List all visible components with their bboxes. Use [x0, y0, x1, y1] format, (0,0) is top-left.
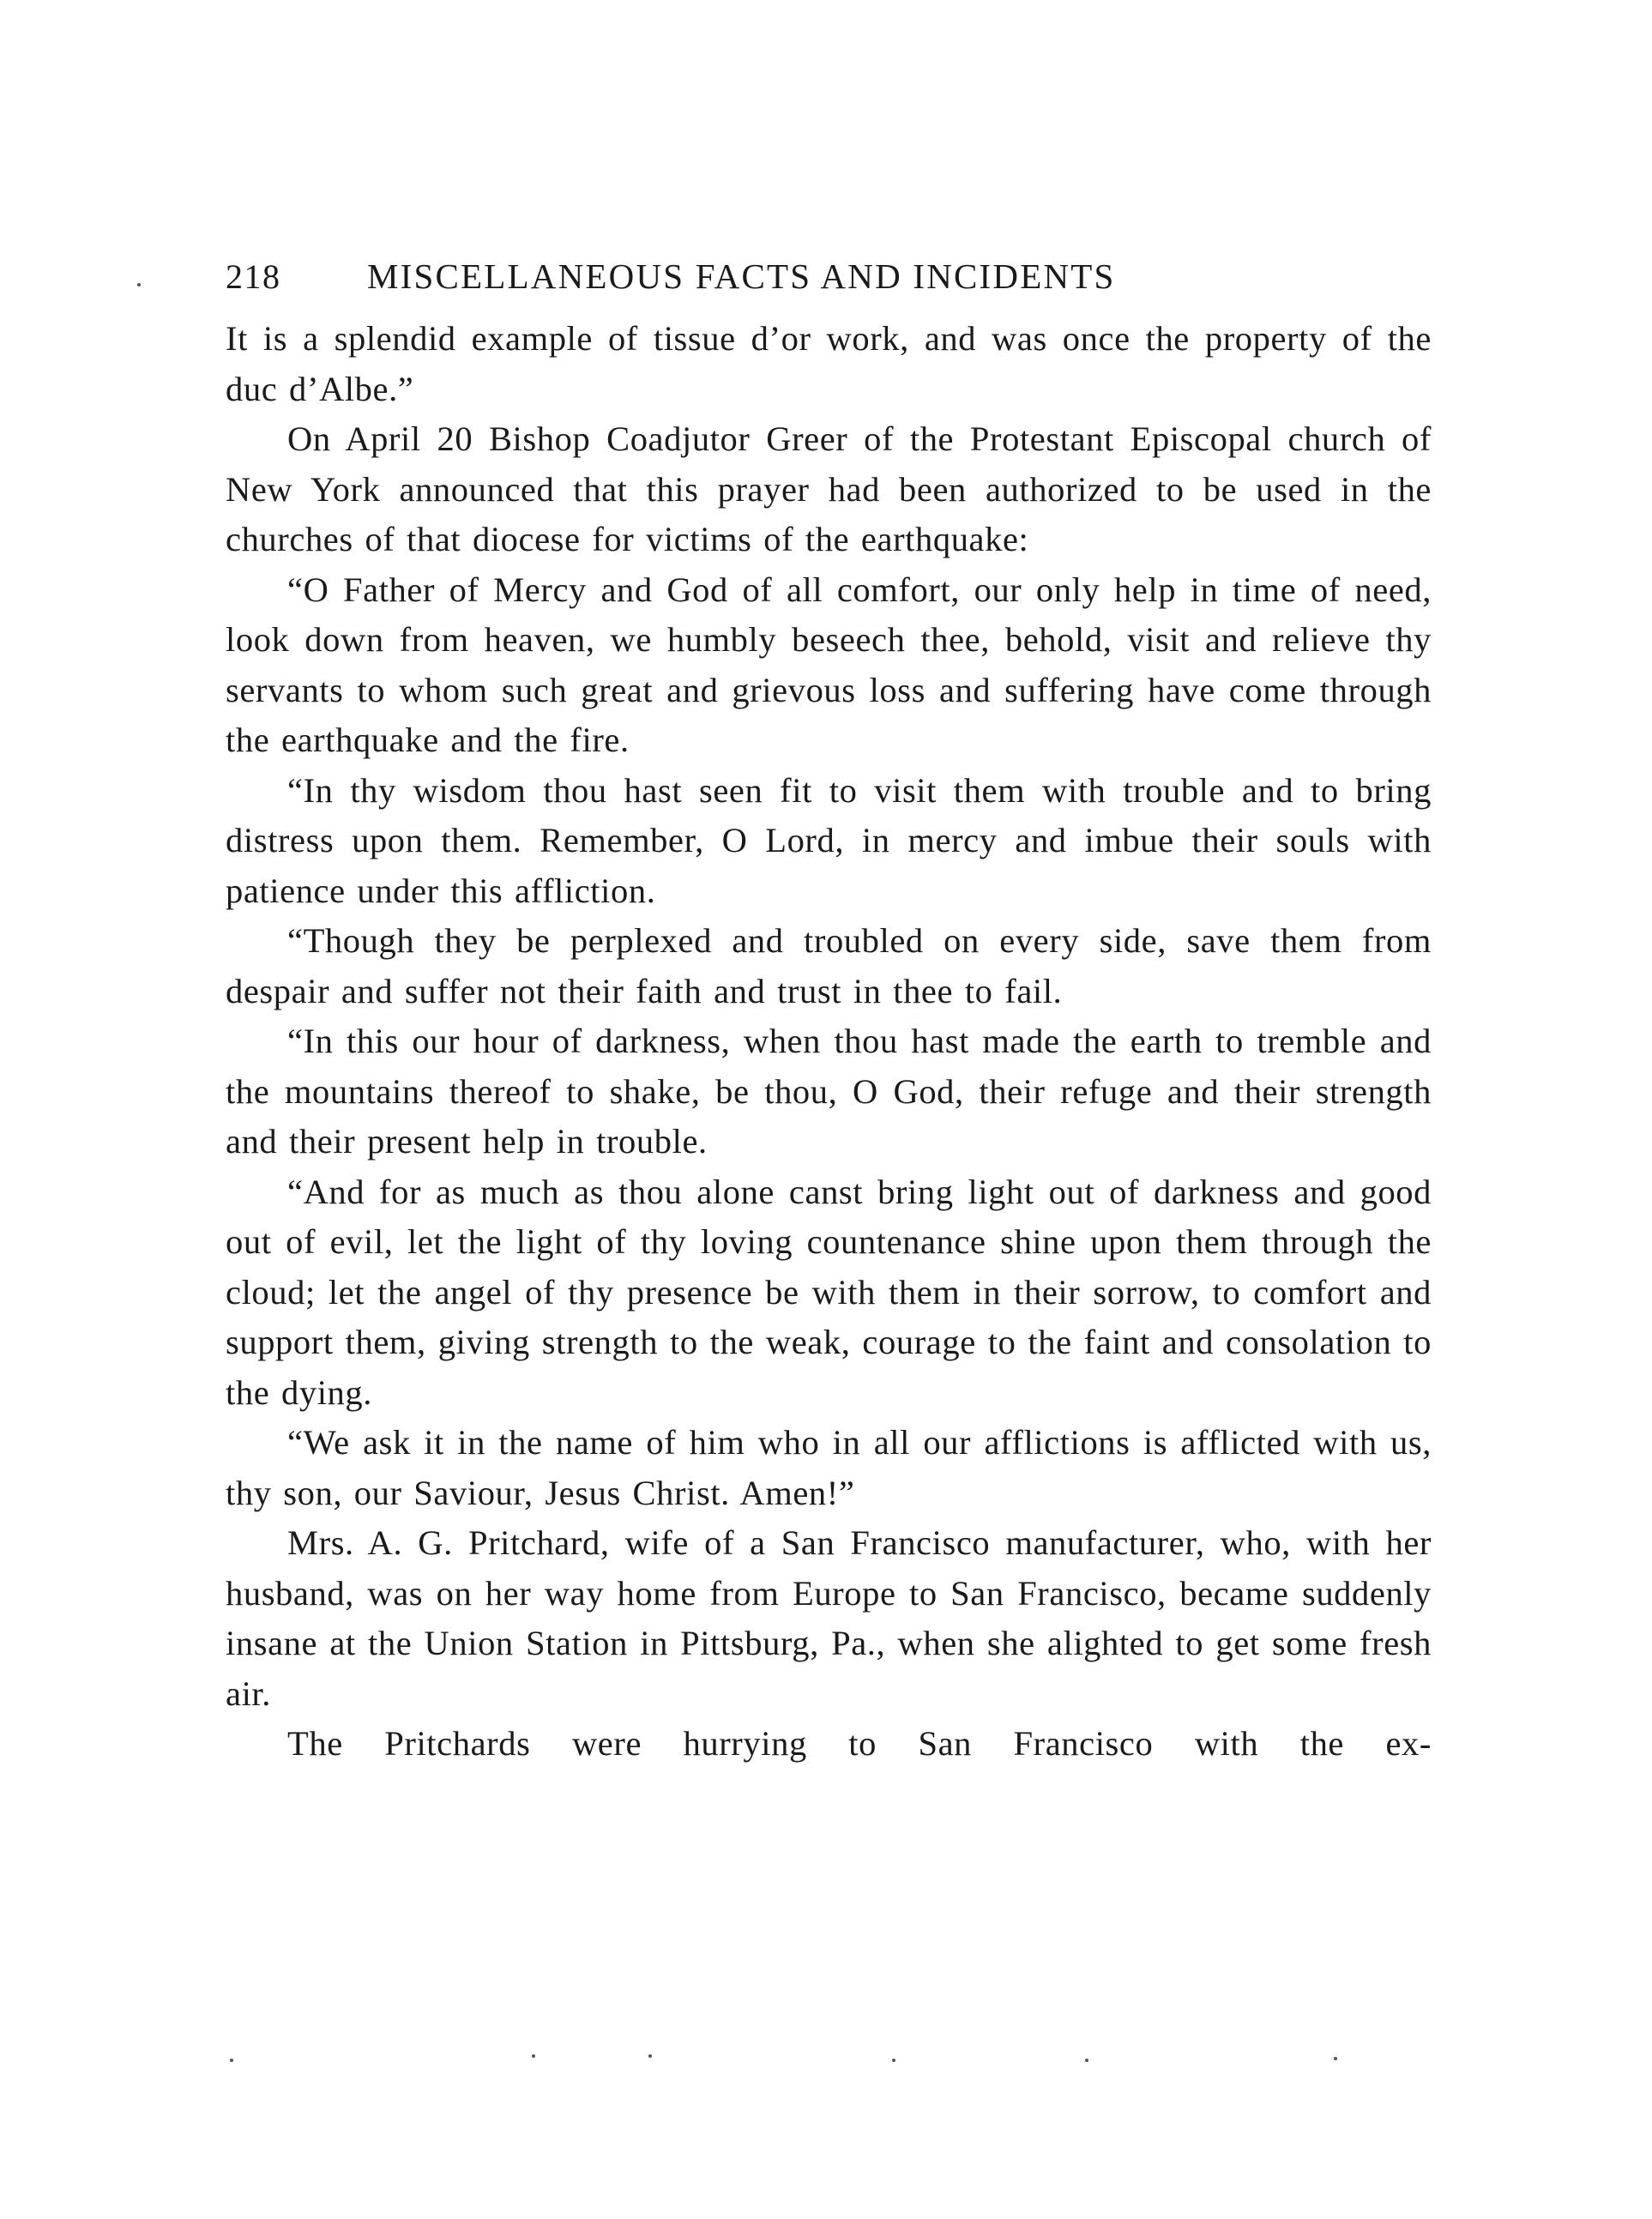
paragraph-prayer-4: “In this our hour of darkness, when thou hast made the earth to tremble and the mountains thereof to shake, be thou, O God, their refuge and their strength and their present help in trouble. [226, 1022, 1432, 1161]
paragraph-pritchard-continued: The Pritchards were hurrying to San Francisco with the ex- [287, 1724, 1432, 1763]
body-text [226, 314, 1432, 1770]
paragraph-prayer-5: “And for as much as thou alone canst bring light out of darkness and good out of evil, let the light of thy loving countenance shine upon them through the cloud; let the angel of thy presence be with them in their sorrow, to comfort and support them, giving strength to the weak, courage to the faint and consolation to the dying. [226, 1172, 1432, 1412]
running-header [226, 256, 1432, 305]
scan-speck [230, 2059, 233, 2062]
paragraph-prayer-2: “In thy wisdom thou hast seen fit to visit them with trouble and to bring distress upon them. Remember, O Lord, in mercy and imbue their souls with patience under this affliction. [226, 770, 1432, 910]
scan-speck [892, 2059, 895, 2062]
scan-speck [648, 2054, 652, 2058]
paragraph-prayer-3: “Though they be perplexed and troubled on every side, save them from despair and suffer not their faith and trust in thee to fail. [226, 921, 1432, 1010]
scan-speck [137, 283, 141, 286]
scan-speck [532, 2054, 535, 2058]
paragraph-pritchard: Mrs. A. G. Pritchard, wife of a San Francisco manufacturer, who, with her husband, was on her way home from Europe to San Francisco, became suddenly insane at the Union Station in Pittsburg, Pa., when she alighted to get some fresh air. [226, 1523, 1432, 1713]
running-title: MISCELLANEOUS FACTS AND INCIDENTS [367, 256, 1116, 296]
book-page [226, 256, 1432, 1770]
page-number: 218 [226, 257, 281, 296]
paragraph-continued: It is a splendid example of tissue d’or work, and was once the property of the duc d’Albe.” [226, 319, 1432, 408]
paragraph-prayer-1: “O Father of Mercy and God of all comfort, our only help in time of need, look down from heaven, we humbly beseech thee, behold, visit and relieve thy servants to whom such great and grievous loss and suffering have come through the earthquake and the fire. [226, 570, 1432, 759]
scan-speck [1085, 2059, 1088, 2062]
scan-speck [1334, 2057, 1337, 2060]
paragraph-prayer-amen: “We ask it in the name of him who in all our afflictions is afflicted with us, thy son, our Saviour, Jesus Christ. Amen!” [226, 1423, 1432, 1512]
paragraph-bishop-announcement: On April 20 Bishop Coadjutor Greer of the Protestant Episcopal church of New York announced that this prayer had been authorized to be used in the churches of that diocese for victims of the earthquake: [226, 419, 1432, 558]
